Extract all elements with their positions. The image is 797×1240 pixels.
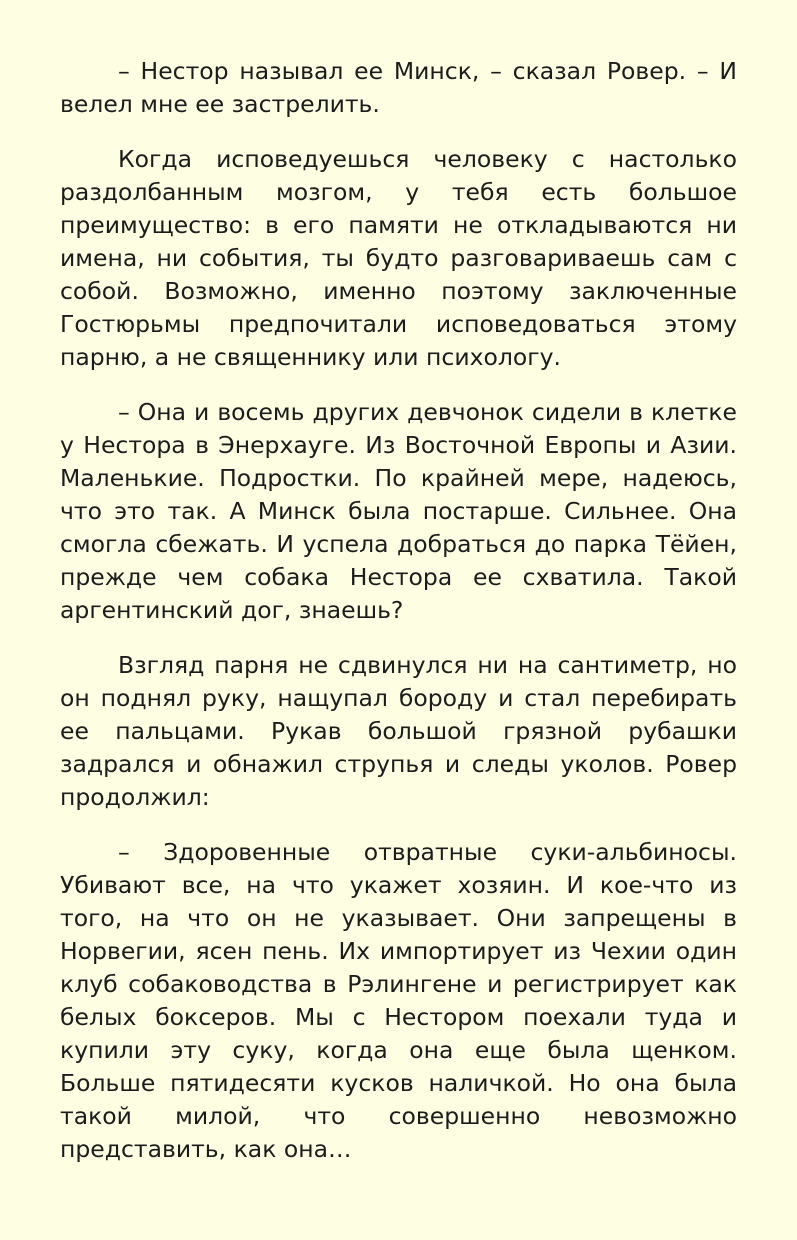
paragraph-1: – Нестор называл ее Минск, – сказал Ровер. – И велел мне ее застрелить. xyxy=(60,57,737,118)
paragraph-2: Когда исповедуешься человеку с настолько раздолбанным мозгом, у тебя есть большое преимущество: в его памяти не откладываются ни имена, ни события, ты будто разговариваешь сам с собой. Возможно, именно поэтому заключенные Гостюрьмы предпочитали исповедоваться этому парню, а не священнику или психологу. xyxy=(60,145,737,371)
paragraph-4: Взгляд парня не сдвинулся ни на сантиметр, но он поднял руку, нащупал бороду и стал перебирать ее пальцами. Рукав большой грязной рубашки задрался и обнажил струпья и следы уколов. Ровер продолжил: xyxy=(60,651,737,811)
paragraph-3: – Она и восемь других девчонок сидели в клетке у Нестора в Энерхауге. Из Восточной Европы и Азии. Маленькие. Подростки. По крайней мере, надеюсь, что это так. А Минск была постарше. Сильнее. Она смогла сбежать. И успела добраться до парка Тёйен, прежде чем собака Нестора ее схватила. Такой аргентинский дог, знаешь? xyxy=(60,398,737,624)
paragraph-5: – Здоровенные отвратные суки-альбиносы. Убивают все, на что укажет хозяин. И кое-что из того, на что он не указывает. Они запрещены в Норвегии, ясен пень. Их импортирует из Чехии один клуб собаководства в Рэлингене и регистрирует как белых боксеров. Мы с Нестором поехали туда и купили эту суку, когда она еще была щенком. Больше пятидесяти кусков наличкой. Но она была такой милой, что совершенно невозможно представить, как она… xyxy=(60,838,737,1163)
